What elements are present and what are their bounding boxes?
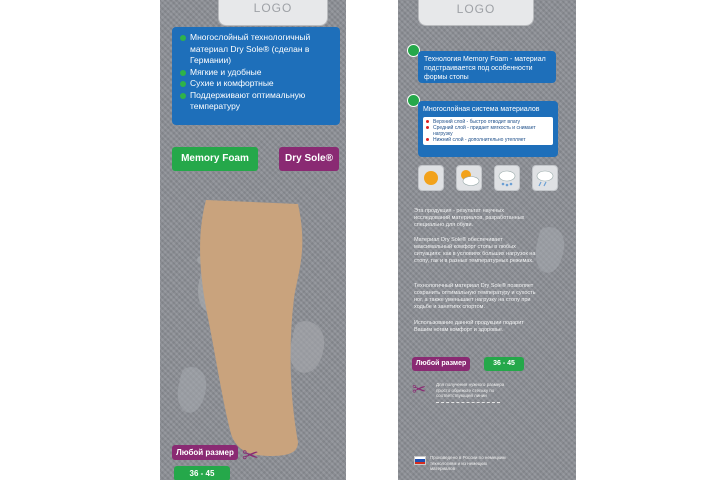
description-paragraph: Использование данной продукции подарит Вашим ногам комфорт и здоровье. bbox=[414, 320, 524, 333]
sun-cloud-icon bbox=[456, 165, 482, 191]
snow-cloud-icon bbox=[494, 165, 520, 191]
layers-title: Многослойная система материалов bbox=[423, 106, 540, 113]
features-list bbox=[178, 32, 334, 113]
any-size-tag: Любой размер bbox=[172, 445, 238, 460]
layer-item: Средний слой - придает мягкость и снимает нагрузку bbox=[426, 125, 550, 137]
layers-box bbox=[418, 101, 558, 157]
memory-foam-tag: Memory Foam bbox=[172, 147, 258, 171]
size-range-tag: 36 - 45 bbox=[484, 357, 524, 371]
bullet-icon bbox=[180, 35, 186, 41]
sun-icon bbox=[418, 165, 444, 191]
logo bbox=[418, 0, 534, 26]
scissors-icon: ✂ bbox=[242, 445, 259, 467]
description-paragraph: Технологичный материал Dry Sole® позволяет сохранить оптимальную температуру и сухость ног, а также уменьшает нагрузку на стопу при ходьбе и занятиях спортом. bbox=[414, 283, 536, 310]
size-range-tag: 36 - 45 bbox=[174, 466, 230, 480]
back-panel bbox=[398, 0, 576, 480]
dry-sole-tag: Dry Sole® bbox=[279, 147, 339, 171]
bullet-icon bbox=[426, 126, 429, 129]
layer-item: Верхний слой - быстро отводит влагу bbox=[426, 119, 550, 125]
insole-image bbox=[196, 198, 304, 456]
cut-note: Для получения нужного размера просто обрежьте стельку по соответствующей линии bbox=[436, 382, 505, 398]
feature-item: Сухие и комфортные bbox=[178, 78, 334, 90]
russia-flag-icon bbox=[414, 456, 426, 465]
feature-item: Мягкие и удобные bbox=[178, 67, 334, 79]
bullet-icon bbox=[426, 138, 429, 141]
origin-note: Произведено в России по немецким технологиям и из немецких материалов bbox=[430, 455, 506, 471]
feature-item: Многослойный технологичный материал Dry Sole® (сделан в Германии) bbox=[178, 32, 334, 67]
features-box bbox=[172, 27, 340, 125]
description-paragraph: Эта продукция - результат научных исследований материалов, разработанных специально для обуви. bbox=[414, 208, 525, 228]
bullet-icon bbox=[426, 120, 429, 123]
feature-item: Поддерживают оптимальную температуру bbox=[178, 90, 334, 113]
scissors-icon: ✂ bbox=[412, 380, 427, 399]
logo-text: LOGO bbox=[253, 1, 293, 15]
logo bbox=[218, 0, 328, 26]
bullet-icon bbox=[180, 81, 186, 87]
bullet-icon bbox=[180, 70, 186, 76]
front-panel bbox=[160, 0, 346, 480]
description-paragraph: Материал Dry Sole® обеспечивает максимальный комфорт стопы в любых ситуациях: как в условиях больших нагрузок на стопу, так и в разных температурных режимах. bbox=[414, 237, 536, 264]
any-size-tag: Любой размер bbox=[412, 357, 470, 371]
layers-list bbox=[423, 117, 553, 145]
rain-cloud-icon bbox=[532, 165, 558, 191]
cut-line bbox=[436, 402, 500, 403]
memory-foam-box: Технология Memory Foam - материал подстраивается под особенности формы стопы bbox=[418, 51, 556, 83]
layer-item: Нижний слой - дополнительно утепляет bbox=[426, 137, 550, 143]
logo-text: LOGO bbox=[456, 2, 496, 16]
bullet-icon bbox=[180, 93, 186, 99]
